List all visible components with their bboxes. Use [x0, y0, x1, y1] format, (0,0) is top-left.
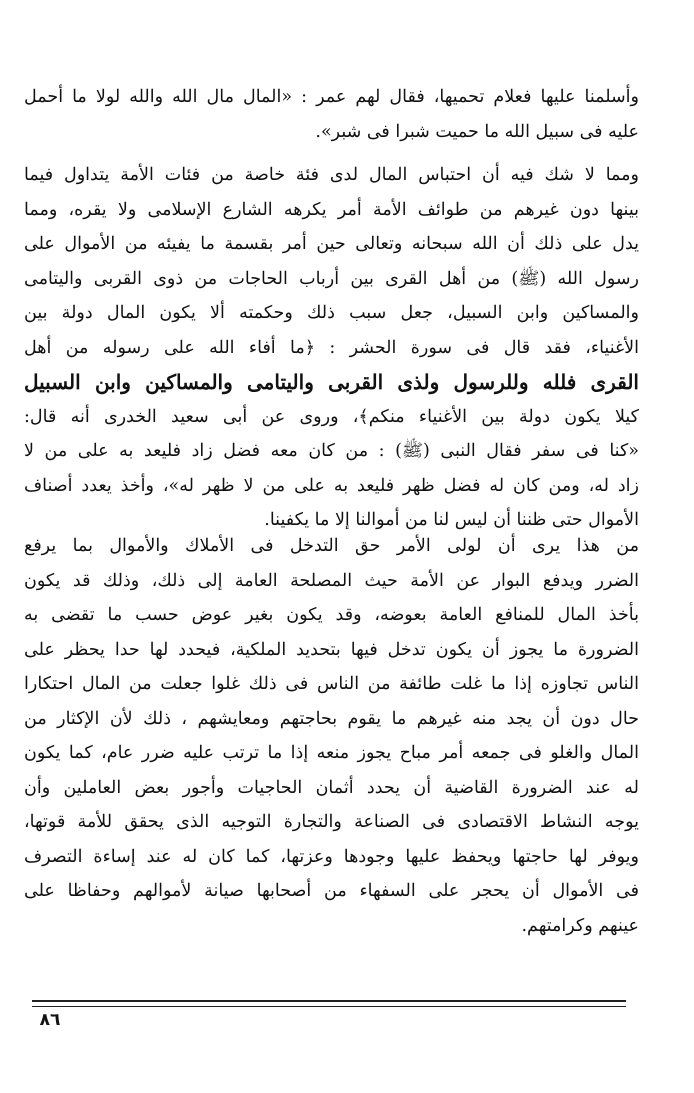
paragraph-2: [24, 158, 639, 538]
text-line: ويوفر لها حاجتها ويحفظ عليها وجودها وعزتها، كما كان له عند إساءة التصرف: [24, 846, 639, 867]
text-line: يوجه النشاط الاقتصادى فى الصناعة والتجارة التوجيه الذى يحقق للأمة قوتها،: [24, 812, 639, 832]
paragraph-3: [24, 529, 639, 943]
text-line: رسول الله (ﷺ) من أهل القرى بين أرباب الحاجات من ذوى القربى واليتامى: [24, 268, 639, 289]
text-line: وأسلمنا عليها فعلام تحميها، فقال لهم عمر : «المال مال الله والله لولا ما أحمل: [24, 87, 639, 107]
text-line: الضرر ويدفع البوار عن الأمة حيث المصلحة العامة إلى ذلك، وذلك قد يكون: [24, 570, 639, 591]
text-line: «كنا فى سفر فقال النبى (ﷺ) : من كان معه فضل زاد فليعد به على من لا: [24, 441, 639, 461]
footer-rule-thin: [32, 1006, 626, 1007]
footer-rule: [32, 1000, 626, 1002]
text-line: المال والغلو فى جمعه أمر مباح يجوز منعه إذا ما ترتب عليه ضرر عام، كما يكون: [24, 743, 639, 763]
text-line: من هذا يرى أن لولى الأمر حق التدخل فى الأملاك والأموال بما يرفع: [24, 536, 639, 556]
text-line: الأموال حتى ظننا أن ليس لنا من أموالنا إلا ما يكفينا.: [264, 510, 639, 530]
text-line: والمساكين وابن السبيل، جعل سبب ذلك وحكمته ألا يكون المال دولة بين: [24, 303, 639, 323]
text-line: الناس تجاوزه إذا ما غلت طائفة من الناس فى ذلك غلوا جعلت من المال احتكارا: [24, 674, 639, 694]
quran-verse-line: القرى فلله وللرسول ولذى القربى واليتامى والمساكين وابن السبيل: [24, 370, 639, 394]
text-line: فى الأموال أن يحجر على السفهاء من أصحابها صيانة لأموالهم وحفاظا على: [24, 881, 639, 901]
text-line: حال دون أن يجد منه غيرهم ما يقوم بحاجتهم ومعايشهم ، ذلك لأن الإكثار من: [24, 708, 639, 729]
paragraph-1: [24, 80, 639, 149]
text-line: يدل على ذلك أن الله سبحانه وتعالى حين أمر بقسمة ما يفيئه من الأموال على: [24, 234, 639, 254]
text-line: بينها دون غيرهم من طوائف الأمة أمر يكرهه الشارع الإسلامى ولا يقره، ومما: [24, 199, 639, 220]
text-line: كيلا يكون دولة بين الأغنياء منكم﴾، وروى عن أبى سعيد الخدرى أنه قال:: [24, 406, 639, 427]
page-number: ٨٦: [39, 1010, 61, 1030]
text-line: عليه فى سبيل الله ما حميت شبرا فى شبر».: [315, 121, 639, 142]
text-line: الضرورة ما يجوز أن يكون تدخل فيها بتحديد الملكية، فيحدد لها حدا يحظر على: [24, 639, 639, 660]
text-line: عينهم وكرامتهم.: [521, 915, 639, 936]
text-line: ومما لا شك فيه أن احتباس المال لدى فئة خاصة من فئات الأمة يتداول فيما: [24, 165, 639, 185]
text-line: زاد له، ومن كان له فضل ظهر فليعد به على من لا ظهر له»، وأخذ يعدد أصناف: [24, 475, 639, 496]
text-line: له عند الضرورة القاضية أن يحدد أثمان الحاجيات وأجور بعض العاملين وأن: [24, 777, 639, 798]
text-line: الأغنياء، فقد قال فى سورة الحشر : ﴿ما أفاء الله على رسوله من أهل: [24, 337, 639, 358]
text-line: بأخذ المال للمنافع العامة بعوضه، وقد يكون بغير عوض حسب ما تقضى به: [24, 605, 639, 625]
